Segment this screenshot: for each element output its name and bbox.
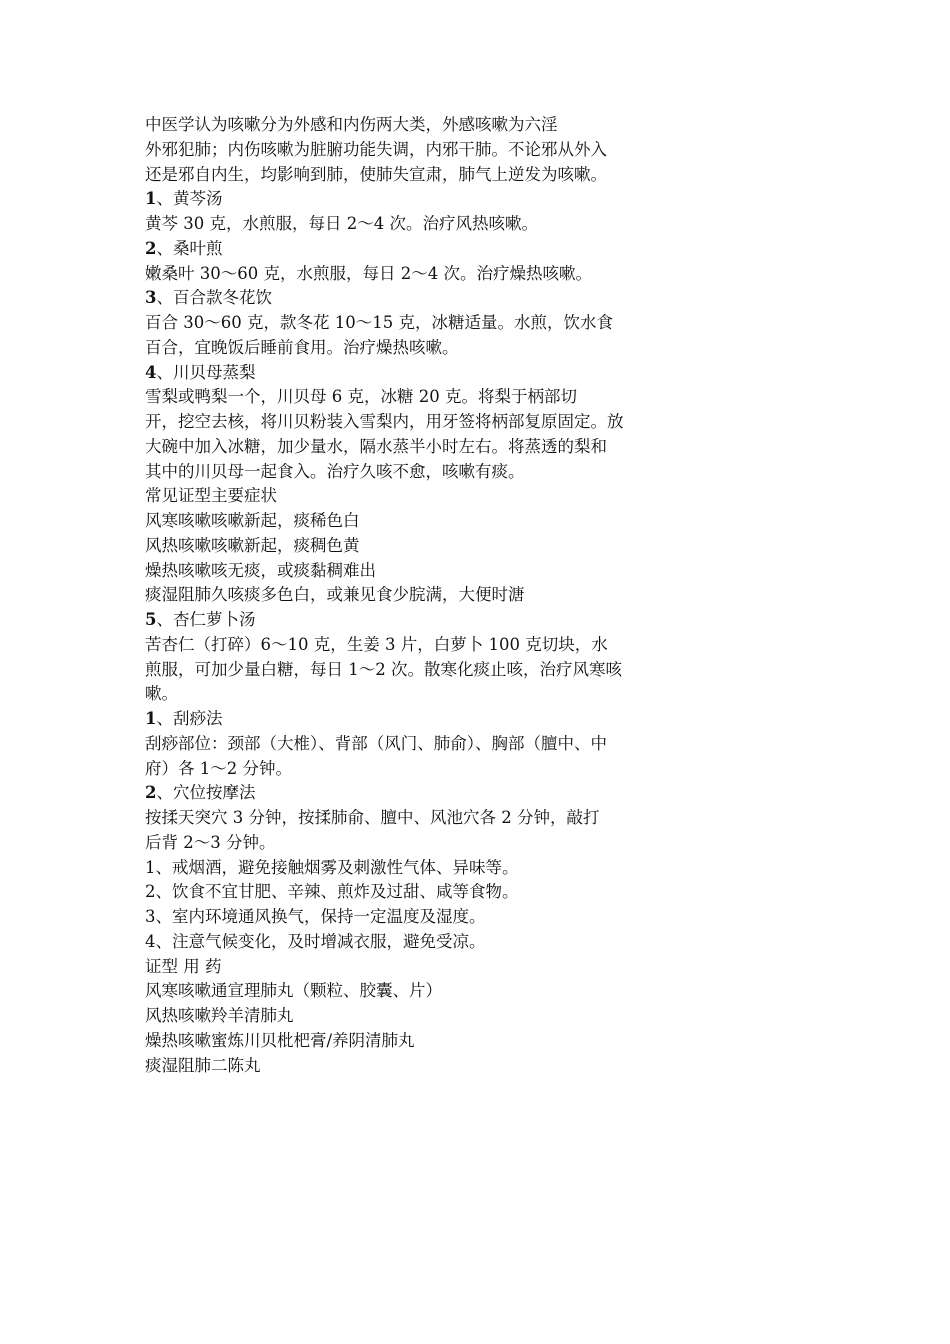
section-number: 3	[145, 288, 157, 308]
line-text: 、杏仁萝卜汤	[156, 610, 256, 629]
line-text: 百合 30～60 克，款冬花 10～15 克，冰糖适量。水煎，饮水食	[145, 313, 613, 332]
text-line	[145, 979, 725, 1004]
section-number: 2	[145, 783, 157, 803]
section-number: 1	[145, 709, 157, 728]
line-text: 痰湿阻肺久咳痰多色白，或兼见食少脘满，大便时溏	[145, 585, 525, 605]
text-line	[145, 633, 725, 658]
text-line	[145, 113, 725, 138]
text-line	[145, 658, 725, 683]
line-text: 证型 用 药	[145, 956, 222, 976]
section-number: 1	[145, 189, 157, 209]
line-text: 、刮痧法	[156, 709, 223, 728]
line-text: 其中的川贝母一起食入。治疗久咳不愈，咳嗽有痰。	[145, 461, 525, 481]
line-text: 2、饮食不宜甘肥、辛辣、煎炸及过甜、咸等食物。	[145, 882, 519, 902]
text-line	[145, 682, 725, 707]
line-text: 后背 2～3 分钟。	[145, 832, 276, 852]
line-text: 嗽。	[145, 684, 178, 704]
document-body	[145, 113, 725, 1078]
text-line	[145, 410, 725, 435]
line-text: 百合，宜晚饭后睡前食用。治疗燥热咳嗽。	[145, 337, 459, 357]
line-text: 按揉天突穴 3 分钟，按揉肺俞、膻中、风池穴各 2 分钟，敲打	[145, 808, 600, 827]
line-text: 刮痧部位：颈部（大椎）、背部（风门、肺俞）、胸部（膻中、中	[145, 733, 607, 753]
line-text: 外邪犯肺；内伤咳嗽为脏腑功能失调，内邪干肺。不论邪从外入	[145, 139, 607, 159]
text-line	[145, 509, 725, 534]
text-line	[145, 237, 725, 262]
text-line	[145, 880, 725, 905]
line-text: 风热咳嗽羚羊清肺丸	[145, 1006, 294, 1025]
text-line	[145, 435, 725, 460]
line-text: 还是邪自内生，均影响到肺，使肺失宣肃，肺气上逆发为咳嗽。	[145, 164, 607, 184]
text-line	[145, 781, 725, 806]
text-line	[145, 955, 725, 980]
text-line	[145, 262, 725, 287]
line-text: 、桑叶煎	[156, 238, 223, 258]
line-text: 、百合款冬花饮	[156, 288, 272, 308]
text-line	[145, 608, 725, 633]
line-text: 风寒咳嗽通宣理肺丸（颗粒、胶囊、片）	[145, 981, 442, 1001]
text-line	[145, 559, 725, 584]
line-text: 风热咳嗽咳嗽新起，痰稠色黄	[145, 535, 360, 555]
text-line	[145, 707, 725, 732]
text-line	[145, 187, 725, 212]
line-text: 燥热咳嗽蜜炼川贝枇杷膏/养阴清肺丸	[145, 1030, 415, 1050]
section-number: 2	[145, 238, 157, 258]
text-line	[145, 831, 725, 856]
line-text: 4、注意气候变化，及时增减衣服，避免受凉。	[145, 931, 486, 951]
line-text: 中医学认为咳嗽分为外感和内伤两大类，外感咳嗽为六淫	[145, 115, 558, 134]
line-text: 、黄芩汤	[156, 189, 223, 209]
line-text: 1、戒烟酒，避免接触烟雾及刺激性气体、异味等。	[145, 857, 519, 877]
section-number: 5	[145, 610, 157, 629]
text-line	[145, 905, 725, 930]
text-line	[145, 336, 725, 361]
text-line	[145, 534, 725, 559]
line-text: 嫩桑叶 30～60 克，水煎服，每日 2～4 次。治疗燥热咳嗽。	[145, 263, 592, 283]
line-text: 煎服，可加少量白糖，每日 1～2 次。散寒化痰止咳，治疗风寒咳	[145, 659, 622, 679]
line-text: 大碗中加入冰糖，加少量水，隔水蒸半小时左右。将蒸透的梨和	[145, 436, 607, 456]
text-line	[145, 732, 725, 757]
line-text: 府）各 1～2 分钟。	[145, 758, 292, 778]
text-line	[145, 138, 725, 163]
line-text: 风寒咳嗽咳嗽新起，痰稀色白	[145, 511, 360, 530]
text-line	[145, 806, 725, 831]
text-line	[145, 311, 725, 336]
line-text: 痰湿阻肺二陈丸	[145, 1055, 261, 1075]
line-text: 黄芩 30 克，水煎服，每日 2～4 次。治疗风热咳嗽。	[145, 214, 538, 233]
line-text: 3、室内环境通风换气，保持一定温度及湿度。	[145, 907, 486, 926]
text-line	[145, 385, 725, 410]
line-text: 、穴位按摩法	[156, 783, 256, 803]
text-line	[145, 1004, 725, 1029]
line-text: 、川贝母蒸梨	[156, 362, 256, 382]
text-line	[145, 930, 725, 955]
text-line	[145, 361, 725, 386]
text-line	[145, 484, 725, 509]
line-text: 燥热咳嗽咳无痰，或痰黏稠难出	[145, 560, 376, 580]
line-text: 开，挖空去核，将川贝粉装入雪梨内，用牙签将柄部复原固定。放	[145, 412, 624, 431]
text-line	[145, 583, 725, 608]
line-text: 常见证型主要症状	[145, 486, 277, 506]
text-line	[145, 460, 725, 485]
text-line	[145, 856, 725, 881]
text-line	[145, 1029, 725, 1054]
text-line	[145, 286, 725, 311]
text-line	[145, 212, 725, 237]
text-line	[145, 757, 725, 782]
text-line	[145, 163, 725, 188]
section-number: 4	[145, 362, 157, 382]
text-line	[145, 1054, 725, 1079]
line-text: 雪梨或鸭梨一个，川贝母 6 克，冰糖 20 克。将梨于柄部切	[145, 387, 577, 407]
line-text: 苦杏仁（打碎）6～10 克，生姜 3 片，白萝卜 100 克切块，水	[145, 634, 608, 654]
